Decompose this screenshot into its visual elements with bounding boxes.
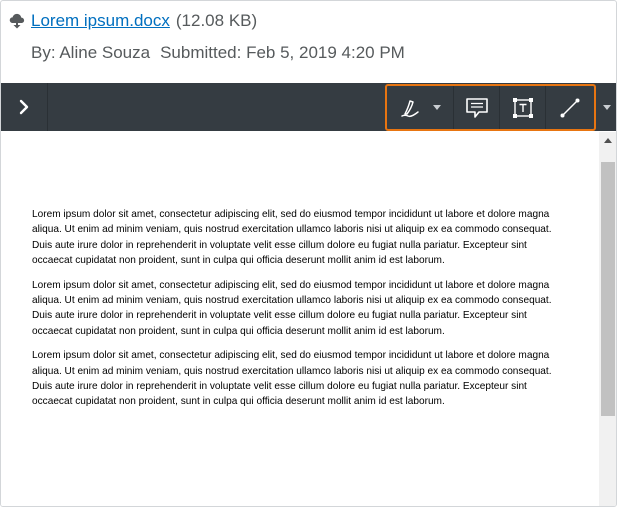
pen-dropdown-icon[interactable] bbox=[433, 105, 441, 110]
submitted-date: Submitted: Feb 5, 2019 4:20 PM bbox=[160, 43, 405, 62]
comment-icon bbox=[465, 97, 489, 119]
caret-down-icon bbox=[603, 105, 611, 110]
expand-button[interactable] bbox=[1, 83, 48, 131]
file-header bbox=[9, 9, 257, 33]
line-icon bbox=[559, 97, 581, 119]
cloud-download-icon[interactable] bbox=[9, 12, 25, 30]
pen-icon bbox=[399, 97, 421, 119]
textbox-icon bbox=[511, 96, 535, 120]
comment-tool-button[interactable] bbox=[454, 86, 500, 129]
submitted-by: By: Aline Souza bbox=[31, 43, 151, 62]
file-name-link[interactable]: Lorem ipsum.docx bbox=[31, 11, 170, 30]
paragraph: Lorem ipsum dolor sit amet, consectetur adipiscing elit, sed do eiusmod tempor incididunt ut labore et dolore magna aliqua. Ut enim ad minim veniam, quis nostrud exercitation ullamco laboris nisi ut aliquip ex ea commodo consequat. Duis aute irure dolor in reprehenderit in voluptate velit esse cillum dolore eu fugiat nulla pariatur. Excepteur sint occaecat cupidatat non proident, sunt in culpa qui officia deserunt mollit anim id est laborum. bbox=[32, 209, 552, 267]
pen-tool-button[interactable] bbox=[387, 86, 454, 129]
line-tool-button[interactable] bbox=[546, 86, 593, 129]
chevron-right-icon bbox=[18, 99, 30, 115]
vertical-scrollbar[interactable] bbox=[599, 132, 617, 507]
annotation-toolbar bbox=[1, 83, 617, 131]
annotation-tool-group bbox=[385, 84, 596, 131]
more-tools-button[interactable] bbox=[596, 83, 617, 131]
scroll-up-arrow-icon[interactable] bbox=[604, 138, 612, 143]
paragraph: Lorem ipsum dolor sit amet, consectetur adipiscing elit, sed do eiusmod tempor incididunt ut labore et dolore magna aliqua. Ut enim ad minim veniam, quis nostrud exercitation ullamco laboris nisi ut aliquip ex ea commodo consequat. Duis aute irure dolor in reprehenderit in voluptate velit esse cillum dolore eu fugiat nulla pariatur. Excepteur sint occaecat cupidatat non proident, sunt in culpa qui officia deserunt mollit anim id est laborum. bbox=[32, 350, 552, 408]
textbox-tool-button[interactable] bbox=[500, 86, 546, 129]
scrollbar-thumb[interactable] bbox=[601, 162, 615, 416]
submission-meta bbox=[31, 43, 405, 63]
document-body bbox=[32, 207, 566, 419]
file-size: (12.08 KB) bbox=[175, 11, 258, 30]
paragraph: Lorem ipsum dolor sit amet, consectetur adipiscing elit, sed do eiusmod tempor incididunt ut labore et dolore magna aliqua. Ut enim ad minim veniam, quis nostrud exercitation ullamco laboris nisi ut aliquip ex ea commodo consequat. Duis aute irure dolor in reprehenderit in voluptate velit esse cillum dolore eu fugiat nulla pariatur. Excepteur sint occaecat cupidatat non proident, sunt in culpa qui officia deserunt mollit anim id est laborum. bbox=[32, 279, 552, 337]
document-page bbox=[1, 132, 599, 507]
